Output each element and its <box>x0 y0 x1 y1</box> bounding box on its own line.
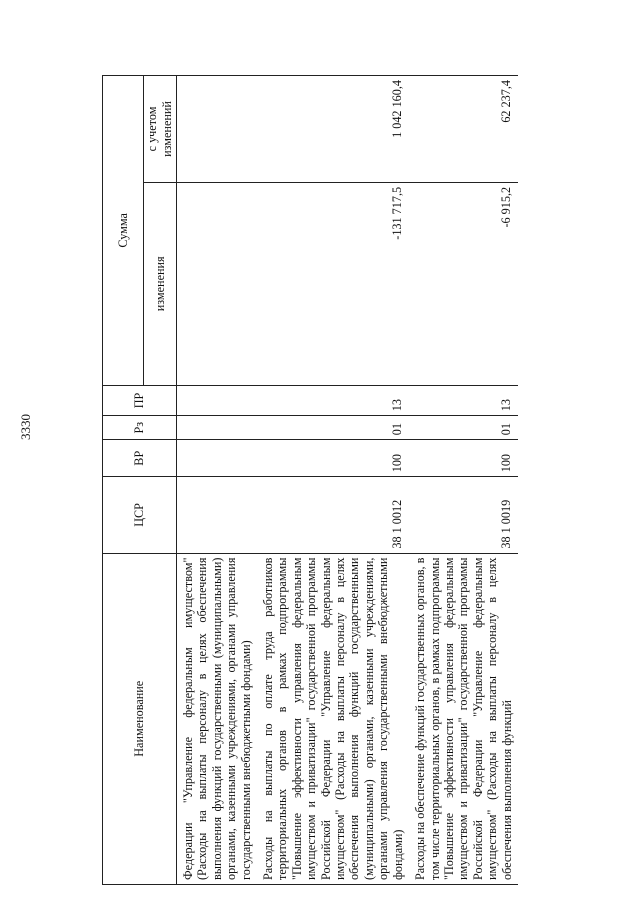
table-body <box>177 76 518 885</box>
header-pr: ПР <box>103 385 177 416</box>
table-row <box>177 76 258 885</box>
header-rz: Рз <box>103 416 177 440</box>
header-csr: ЦСР <box>103 477 177 553</box>
row-rz: 01 <box>409 416 518 440</box>
row-rz <box>177 416 258 440</box>
row-rz: 01 <box>257 416 409 440</box>
row-vr: 100 <box>409 440 518 477</box>
header-changes: изменения <box>144 182 177 385</box>
row-changes <box>177 182 258 385</box>
header-sum: Сумма <box>103 76 144 386</box>
row-with-changes <box>177 76 258 183</box>
budget-table <box>102 75 518 885</box>
rotated-document <box>102 75 582 885</box>
header-name: Наименование <box>103 553 177 884</box>
row-name: Федерации "Управление федеральным имуществом" (Расходы на выплаты персоналу в целях обеспечения выполнения функций государственными (муниципальными) органами, казенными учреждениями, органами управления государственными внебюджетными фондами) <box>177 553 258 884</box>
row-name: Расходы на обеспечение функций государственных органов, в том числе территориальных органов, в рамках подпрограммы "Повышение эффективности управления федеральным имуществом и приватизации" государственной программы Российской Федерации "Управление федеральным имуществом" (Расходы на выплаты персоналу в целях обеспечения выполнения функций <box>409 553 518 884</box>
row-csr <box>177 477 258 553</box>
header-vr: ВР <box>103 440 177 477</box>
table-row <box>257 76 409 885</box>
row-with-changes: 1 042 160,4 <box>257 76 409 183</box>
row-pr <box>177 385 258 416</box>
row-name: Расходы на выплаты по оплате труда работников территориальных органов в рамках подпрограммы "Повышение эффективности управления федеральным имуществом и приватизации" государственной программы Российской Федерации "Управление федеральным имуществом" (Расходы на выплаты персоналу в целях обеспечения выполнения функций государственными (муниципальными) органами, казенными учреждениями, органами управления государственными внебюджетными фондами) <box>257 553 409 884</box>
row-csr: 38 1 0019 <box>409 477 518 553</box>
row-vr: 100 <box>257 440 409 477</box>
page-number: 3330 <box>18 414 33 440</box>
row-pr: 13 <box>409 385 518 416</box>
row-pr: 13 <box>257 385 409 416</box>
row-with-changes: 62 237,4 <box>409 76 518 183</box>
table-header <box>103 76 177 885</box>
row-vr <box>177 440 258 477</box>
table-row <box>409 76 518 885</box>
row-changes: -131 717,5 <box>257 182 409 385</box>
row-changes: -6 915,2 <box>409 182 518 385</box>
header-with-changes: с учетом изменений <box>144 76 177 183</box>
row-csr: 38 1 0012 <box>257 477 409 553</box>
